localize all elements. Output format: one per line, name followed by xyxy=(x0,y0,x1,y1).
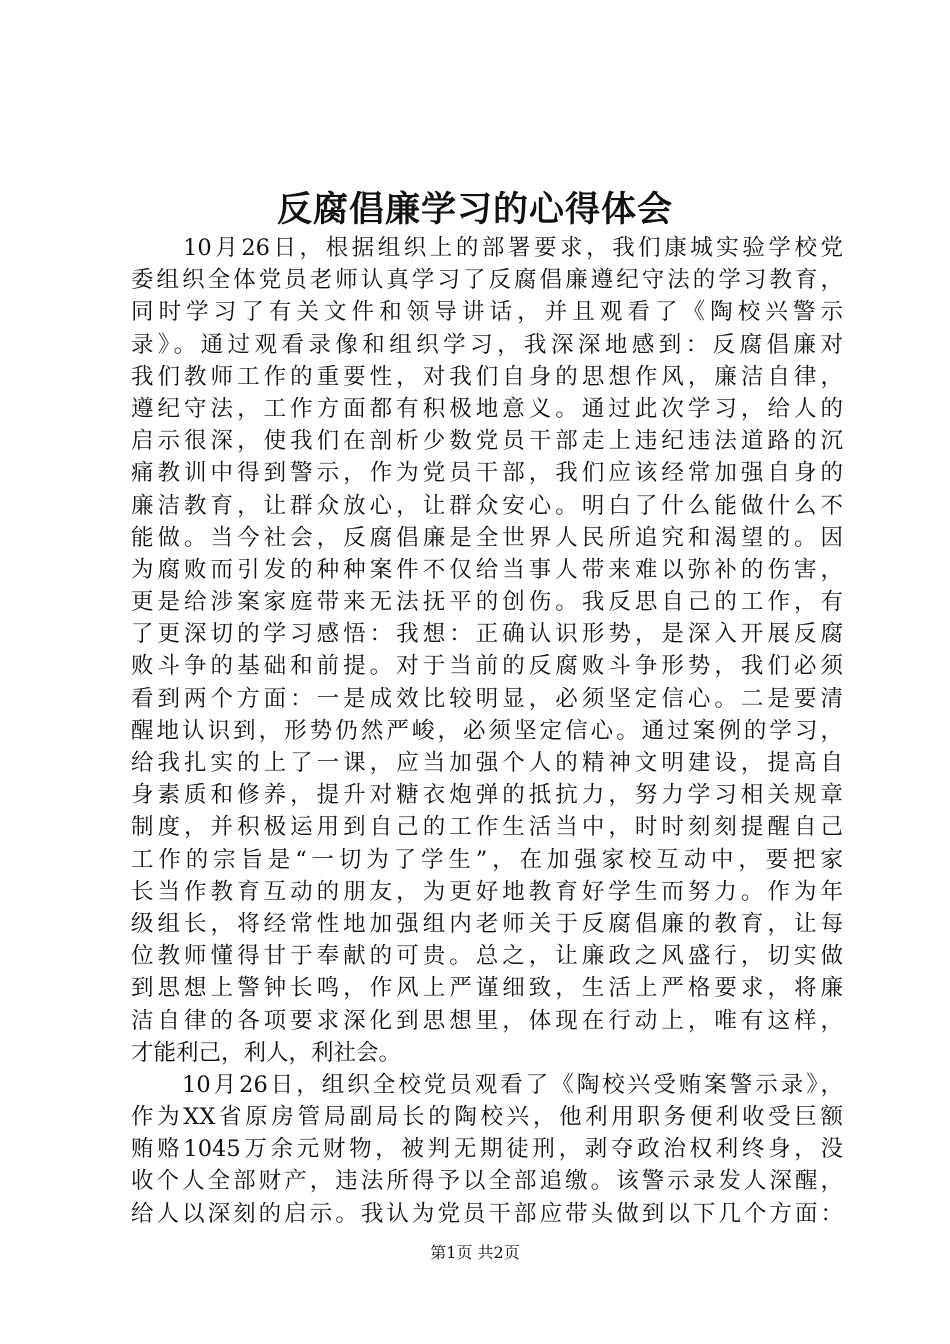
text-line: 痛教训中得到警示，作为党员干部，我们应该经常加强自身的 xyxy=(131,460,843,487)
text-line: 身素质和修养，提升对糖衣炮弹的抵抗力，努力学习相关规章 xyxy=(131,782,843,809)
text-line: 洁自律的各项要求深化到思想里，体现在行动上，唯有这样， xyxy=(131,1007,843,1034)
page-indicator: 第1页 共2页 xyxy=(430,1243,520,1262)
text-line: 10月26日，根据组织上的部署要求，我们康城实验学校党 xyxy=(131,235,843,261)
text-line: 级组长，将经常性地加强组内老师关于反腐倡廉的教育，让每 xyxy=(131,910,843,937)
document-body xyxy=(131,232,843,1230)
text-line: 收个人全部财产，违法所得予以全部追缴。该警示录发人深醒， xyxy=(131,1168,843,1195)
text-line: 委组织全体党员老师认真学习了反腐倡廉遵纪守法的学习教育， xyxy=(131,267,843,294)
text-line: 工作的宗旨是“一切为了学生”，在加强家校互动中，要把家 xyxy=(131,846,843,873)
text-line: 位教师懂得甘于奉献的可贵。总之，让廉政之风盛行，切实做 xyxy=(131,943,843,970)
text-line: 长当作教育互动的朋友，为更好地教育好学生而努力。作为年 xyxy=(131,878,843,905)
text-line: 才能利己，利人，利社会。 xyxy=(131,1039,402,1066)
text-line: 作为XX省原房管局副局长的陶校兴，他利用职务便利收受巨额 xyxy=(131,1104,843,1131)
text-line: 给我扎实的上了一课，应当加强个人的精神文明建设，提高自 xyxy=(131,750,843,776)
text-line: 为腐败而引发的种种案件不仅给当事人带来难以弥补的伤害， xyxy=(131,556,843,583)
text-line: 能做。当今社会，反腐倡廉是全世界人民所追究和渴望的。因 xyxy=(131,524,843,551)
text-line: 启示很深，使我们在剖析少数党员干部走上违纪违法道路的沉 xyxy=(131,428,843,455)
text-line: 我们教师工作的重要性，对我们自身的思想作风，廉洁自律， xyxy=(131,363,843,390)
text-line: 醒地认识到，形势仍然严峻，必须坚定信心。通过案例的学习， xyxy=(131,717,843,744)
text-line: 10月26日，组织全校党员观看了《陶校兴受贿案警示录》， xyxy=(131,1071,843,1098)
text-line: 败斗争的基础和前提。对于当前的反腐败斗争形势，我们必须 xyxy=(131,653,843,680)
document-title: 反腐倡廉学习的心得体会 xyxy=(276,189,673,230)
text-line: 同时学习了有关文件和领导讲话，并且观看了《陶校兴警示 xyxy=(131,299,843,326)
text-line: 更是给涉案家庭带来无法抚平的创伤。我反思自己的工作，有 xyxy=(131,589,843,616)
text-line: 给人以深刻的启示。我认为党员干部应带头做到以下几个方面： xyxy=(131,1200,843,1227)
text-line: 遵纪守法，工作方面都有积极地意义。通过此次学习，给人的 xyxy=(131,395,843,422)
text-line: 制度，并积极运用到自己的工作生活当中，时时刻刻提醒自己 xyxy=(131,814,843,841)
text-line: 廉洁教育，让群众放心，让群众安心。明白了什么能做什么不 xyxy=(131,492,843,519)
text-line: 录》。通过观看录像和组织学习，我深深地感到：反腐倡廉对 xyxy=(131,331,843,358)
text-line: 了更深切的学习感悟：我想：正确认识形势，是深入开展反腐 xyxy=(131,621,843,648)
text-line: 到思想上警钟长鸣，作风上严谨细致，生活上严格要求，将廉 xyxy=(131,975,843,1002)
text-line: 看到两个方面：一是成效比较明显，必须坚定信心。二是要清 xyxy=(131,685,843,712)
text-line: 贿赂1045万余元财物，被判无期徒刑，剥夺政治权利终身，没 xyxy=(131,1136,843,1163)
